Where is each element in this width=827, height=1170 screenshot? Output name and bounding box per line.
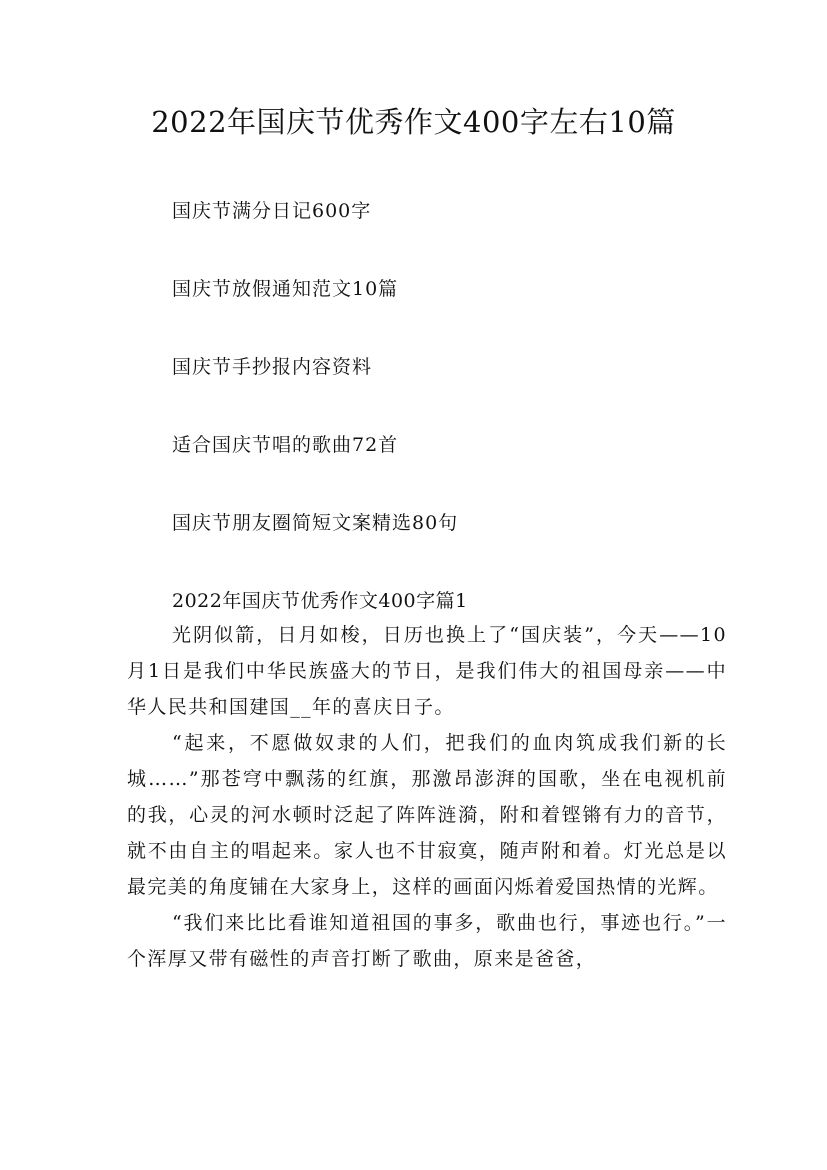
section-heading: 2022年国庆节优秀作文400字篇1 bbox=[172, 590, 468, 612]
paragraph: “起来，不愿做奴隶的人们，把我们的血肉筑成我们新的长城……”那苍穹中飘荡的红旗，那激昂澎湃的国歌，坐在电视机前的我，心灵的河水顿时泛起了阵阵涟漪，附和着铿锵有力的音节，就不由自主的唱起来。家人也不甘寂寞，随声附和着。灯光总是以最完美的角度铺在大家身上，这样的画面闪烁着爱国热情的光辉。 bbox=[127, 732, 727, 898]
document-title: 2022年国庆节优秀作文400字左右10篇 bbox=[151, 105, 676, 139]
article-body bbox=[127, 585, 727, 977]
related-link-item[interactable]: 国庆节手抄报内容资料 bbox=[172, 356, 373, 378]
paragraph: “我们来比比看谁知道祖国的事多，歌曲也行，事迹也行。”一个浑厚又带有磁性的声音打断了歌曲，原来是爸爸， bbox=[127, 912, 727, 970]
related-link-item[interactable]: 国庆节满分日记600字 bbox=[172, 200, 372, 222]
related-links-list bbox=[172, 197, 458, 587]
paragraph: 光阴似箭，日月如梭，日历也换上了“国庆装”，今天——10月1日是我们中华民族盛大的节日，是我们伟大的祖国母亲——中华人民共和国建国__年的喜庆日子。 bbox=[127, 624, 727, 718]
related-link-item[interactable]: 适合国庆节唱的歌曲72首 bbox=[172, 434, 399, 456]
related-link-item[interactable]: 国庆节朋友圈简短文案精选80句 bbox=[172, 512, 459, 534]
related-link-item[interactable]: 国庆节放假通知范文10篇 bbox=[172, 278, 399, 300]
